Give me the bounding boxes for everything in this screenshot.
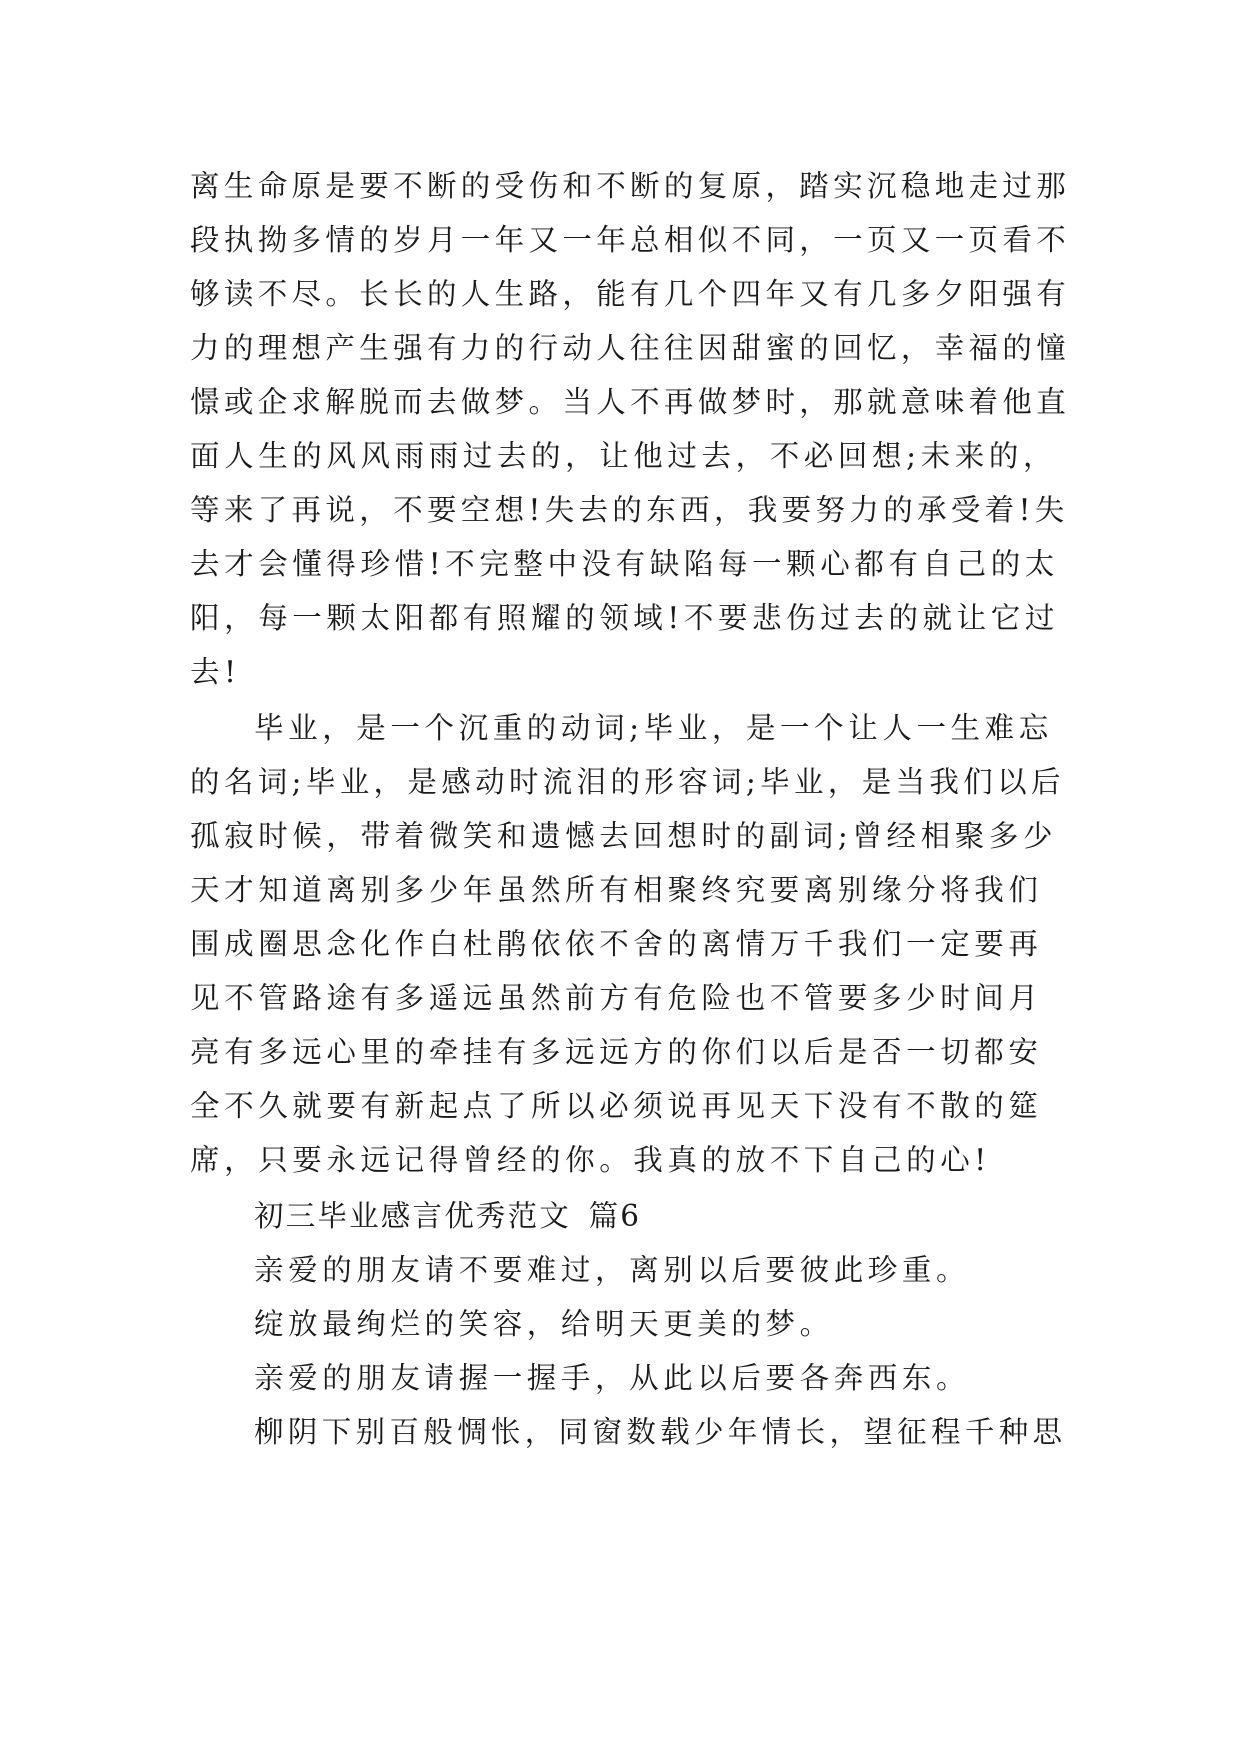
paragraph-line: 力的理想产生强有力的行动人往往因甜蜜的回忆，幸福的憧 [190,331,1071,365]
paragraph-line: 毕业，是一个沉重的动词;毕业，是一个让人一生难忘 [254,711,1053,745]
paragraph-line: 见不管路途有多遥远虽然前方有危险也不管要多少时间月 [190,981,1043,1015]
paragraph-line: 去才会懂得珍惜!不完整中没有缺陷每一颗心都有自己的太 [190,547,1059,581]
verse-line: 绽放最绚烂的笑容，给明天更美的梦。 [254,1307,834,1341]
verse-line: 柳阴下别百般惆怅，同窗数载少年情长，望征程千种思 [254,1415,1067,1449]
paragraph-line: 离生命原是要不断的受伤和不断的复原，踏实沉稳地走过那 [190,169,1071,203]
paragraph-line: 等来了再说，不要空想!失去的东西，我要努力的承受着!失 [190,493,1069,527]
paragraph-line: 围成圈思念化作白杜鹃依依不舍的离情万千我们一定要再 [190,927,1043,961]
paragraph-line: 全不久就要有新起点了所以必须说再见天下没有不散的筵 [190,1089,1043,1123]
paragraph-line: 憬或企求解脱而去做梦。当人不再做梦时，那就意味着他直 [190,385,1071,419]
paragraph-line: 段执拗多情的岁月一年又一年总相似不同，一页又一页看不 [190,223,1071,257]
paragraph-line: 的名词;毕业，是感动时流泪的形容词;毕业，是当我们以后 [190,765,1065,799]
paragraph-line: 席，只要永远记得曾经的你。我真的放不下自己的心! [190,1143,991,1177]
verse-line: 亲爱的朋友请握一握手，从此以后要各奔西东。 [254,1361,971,1395]
paragraph-line: 面人生的风风雨雨过去的，让他过去，不必回想;未来的， [190,439,1058,473]
verse-line: 亲爱的朋友请不要难过，离别以后要彼此珍重。 [254,1253,971,1287]
paragraph-line: 孤寂时候，带着微笑和遗憾去回想时的副词;曾经相聚多少 [190,819,1058,853]
paragraph-line: 阳，每一颗太阳都有照耀的领域!不要悲伤过去的就让它过 [190,601,1059,635]
section-heading: 初三毕业感言优秀范文 篇6 [254,1199,642,1233]
paragraph-line: 去! [190,655,241,689]
paragraph-line: 亮有多远心里的牵挂有多远远方的你们以后是否一切都安 [190,1035,1043,1069]
paragraph-line: 天才知道离别多少年虽然所有相聚终究要离别缘分将我们 [190,873,1043,907]
paragraph-line: 够读不尽。长长的人生路，能有几个四年又有几多夕阳强有 [190,277,1071,311]
